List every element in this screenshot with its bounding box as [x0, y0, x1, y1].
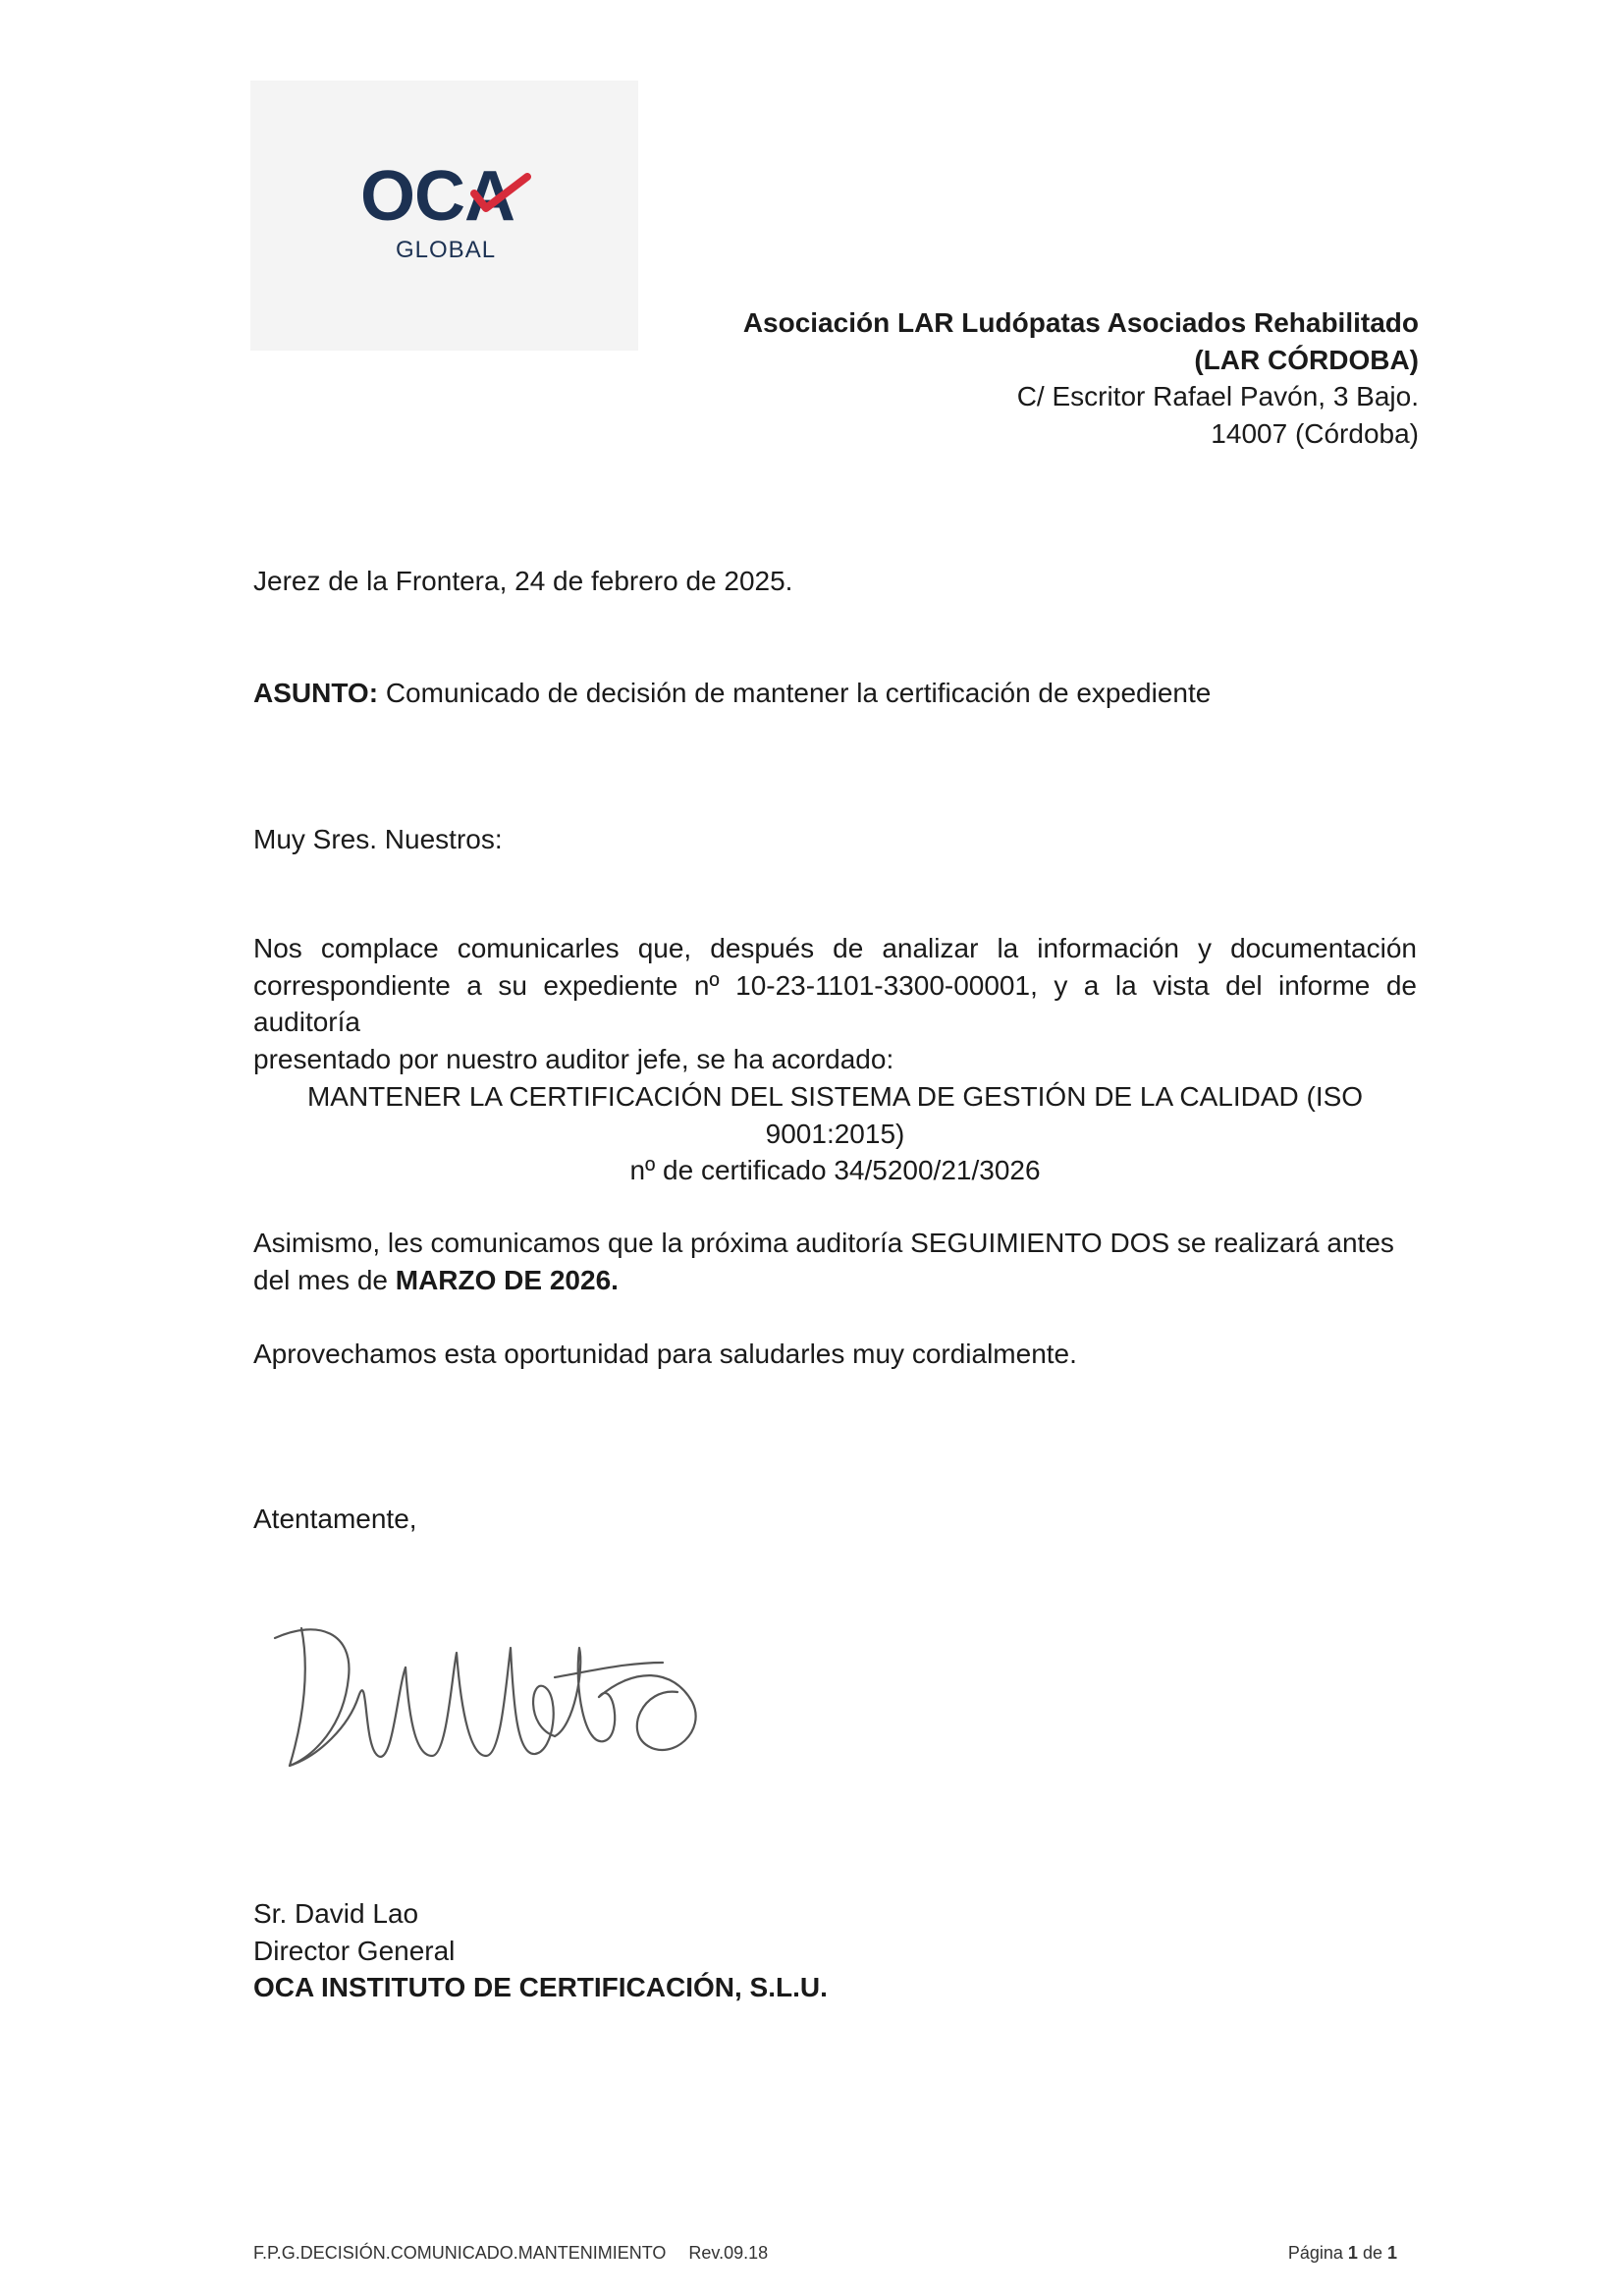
- page-number: [1288, 2243, 1397, 2264]
- body-paragraph-3: Aprovechamos esta oportunidad para saludarles muy cordialmente.: [253, 1339, 1077, 1369]
- paragraph-1-line-1: Nos complace comunicarles que, después de analizar la información y documentación: [253, 933, 1417, 963]
- decision-block: [253, 1078, 1417, 1189]
- next-audit-date: MARZO DE 2026.: [395, 1264, 619, 1295]
- paragraph-1-line-3: presentado por nuestro auditor jefe, se ha acordado:: [253, 1043, 894, 1074]
- recipient-street: C/ Escritor Rafael Pavón, 3 Bajo.: [1016, 381, 1419, 411]
- subject-line: [253, 675, 1211, 712]
- signer-name: Sr. David Lao: [253, 1898, 419, 1929]
- signer-block: [253, 1895, 828, 2006]
- recipient-address: [535, 304, 1419, 452]
- body-paragraph-1: [253, 930, 1417, 1077]
- paragraph-1-line-2: correspondiente a su expediente nº 10-23-1101-3300-00001, y a la vista del informe de auditoría: [253, 969, 1417, 1037]
- handwritten-signature: [260, 1609, 712, 1785]
- form-code: F.P.G.DECISIÓN.COMUNICADO.MANTENIMIENTO: [253, 2243, 667, 2263]
- recipient-name: Asociación LAR Ludópatas Asociados Rehabilitado: [742, 307, 1419, 338]
- closing: Atentamente,: [253, 1503, 417, 1534]
- signer-title: Director General: [253, 1935, 456, 1966]
- page-of: de: [1362, 2243, 1382, 2263]
- logo-sub-text: GLOBAL: [396, 237, 497, 263]
- date-line: Jerez de la Frontera, 24 de febrero de 2025.: [253, 566, 793, 596]
- subject-text: Comunicado de decisión de mantener la certificación de expediente: [385, 678, 1212, 708]
- body-paragraph-2: [253, 1225, 1417, 1298]
- footer-form-code: [253, 2243, 785, 2264]
- certificate-number: nº de certificado 34/5200/21/3026: [629, 1155, 1041, 1185]
- page-total: 1: [1386, 2243, 1397, 2263]
- recipient-short-name: (LAR CÓRDOBA): [1194, 344, 1419, 375]
- page-current: 1: [1347, 2243, 1358, 2263]
- greeting: Muy Sres. Nuestros:: [253, 824, 503, 854]
- page-label: Página: [1287, 2243, 1343, 2263]
- logo-brand-text: OCA: [360, 157, 514, 236]
- recipient-city: 14007 (Córdoba): [1211, 417, 1419, 449]
- subject-label: ASUNTO:: [253, 678, 379, 708]
- signer-company: OCA INSTITUTO DE CERTIFICACIÓN, S.L.U.: [253, 1972, 828, 2002]
- paragraph-2-text: Asimismo, les comunicamos que la próxima auditoría SEGUIMIENTO DOS se realizará antes del mes de: [253, 1228, 1394, 1295]
- decision-statement: MANTENER LA CERTIFICACIÓN DEL SISTEMA DE GESTIÓN DE LA CALIDAD (ISO 9001:2015): [306, 1081, 1364, 1149]
- revision: Rev.09.18: [688, 2243, 769, 2263]
